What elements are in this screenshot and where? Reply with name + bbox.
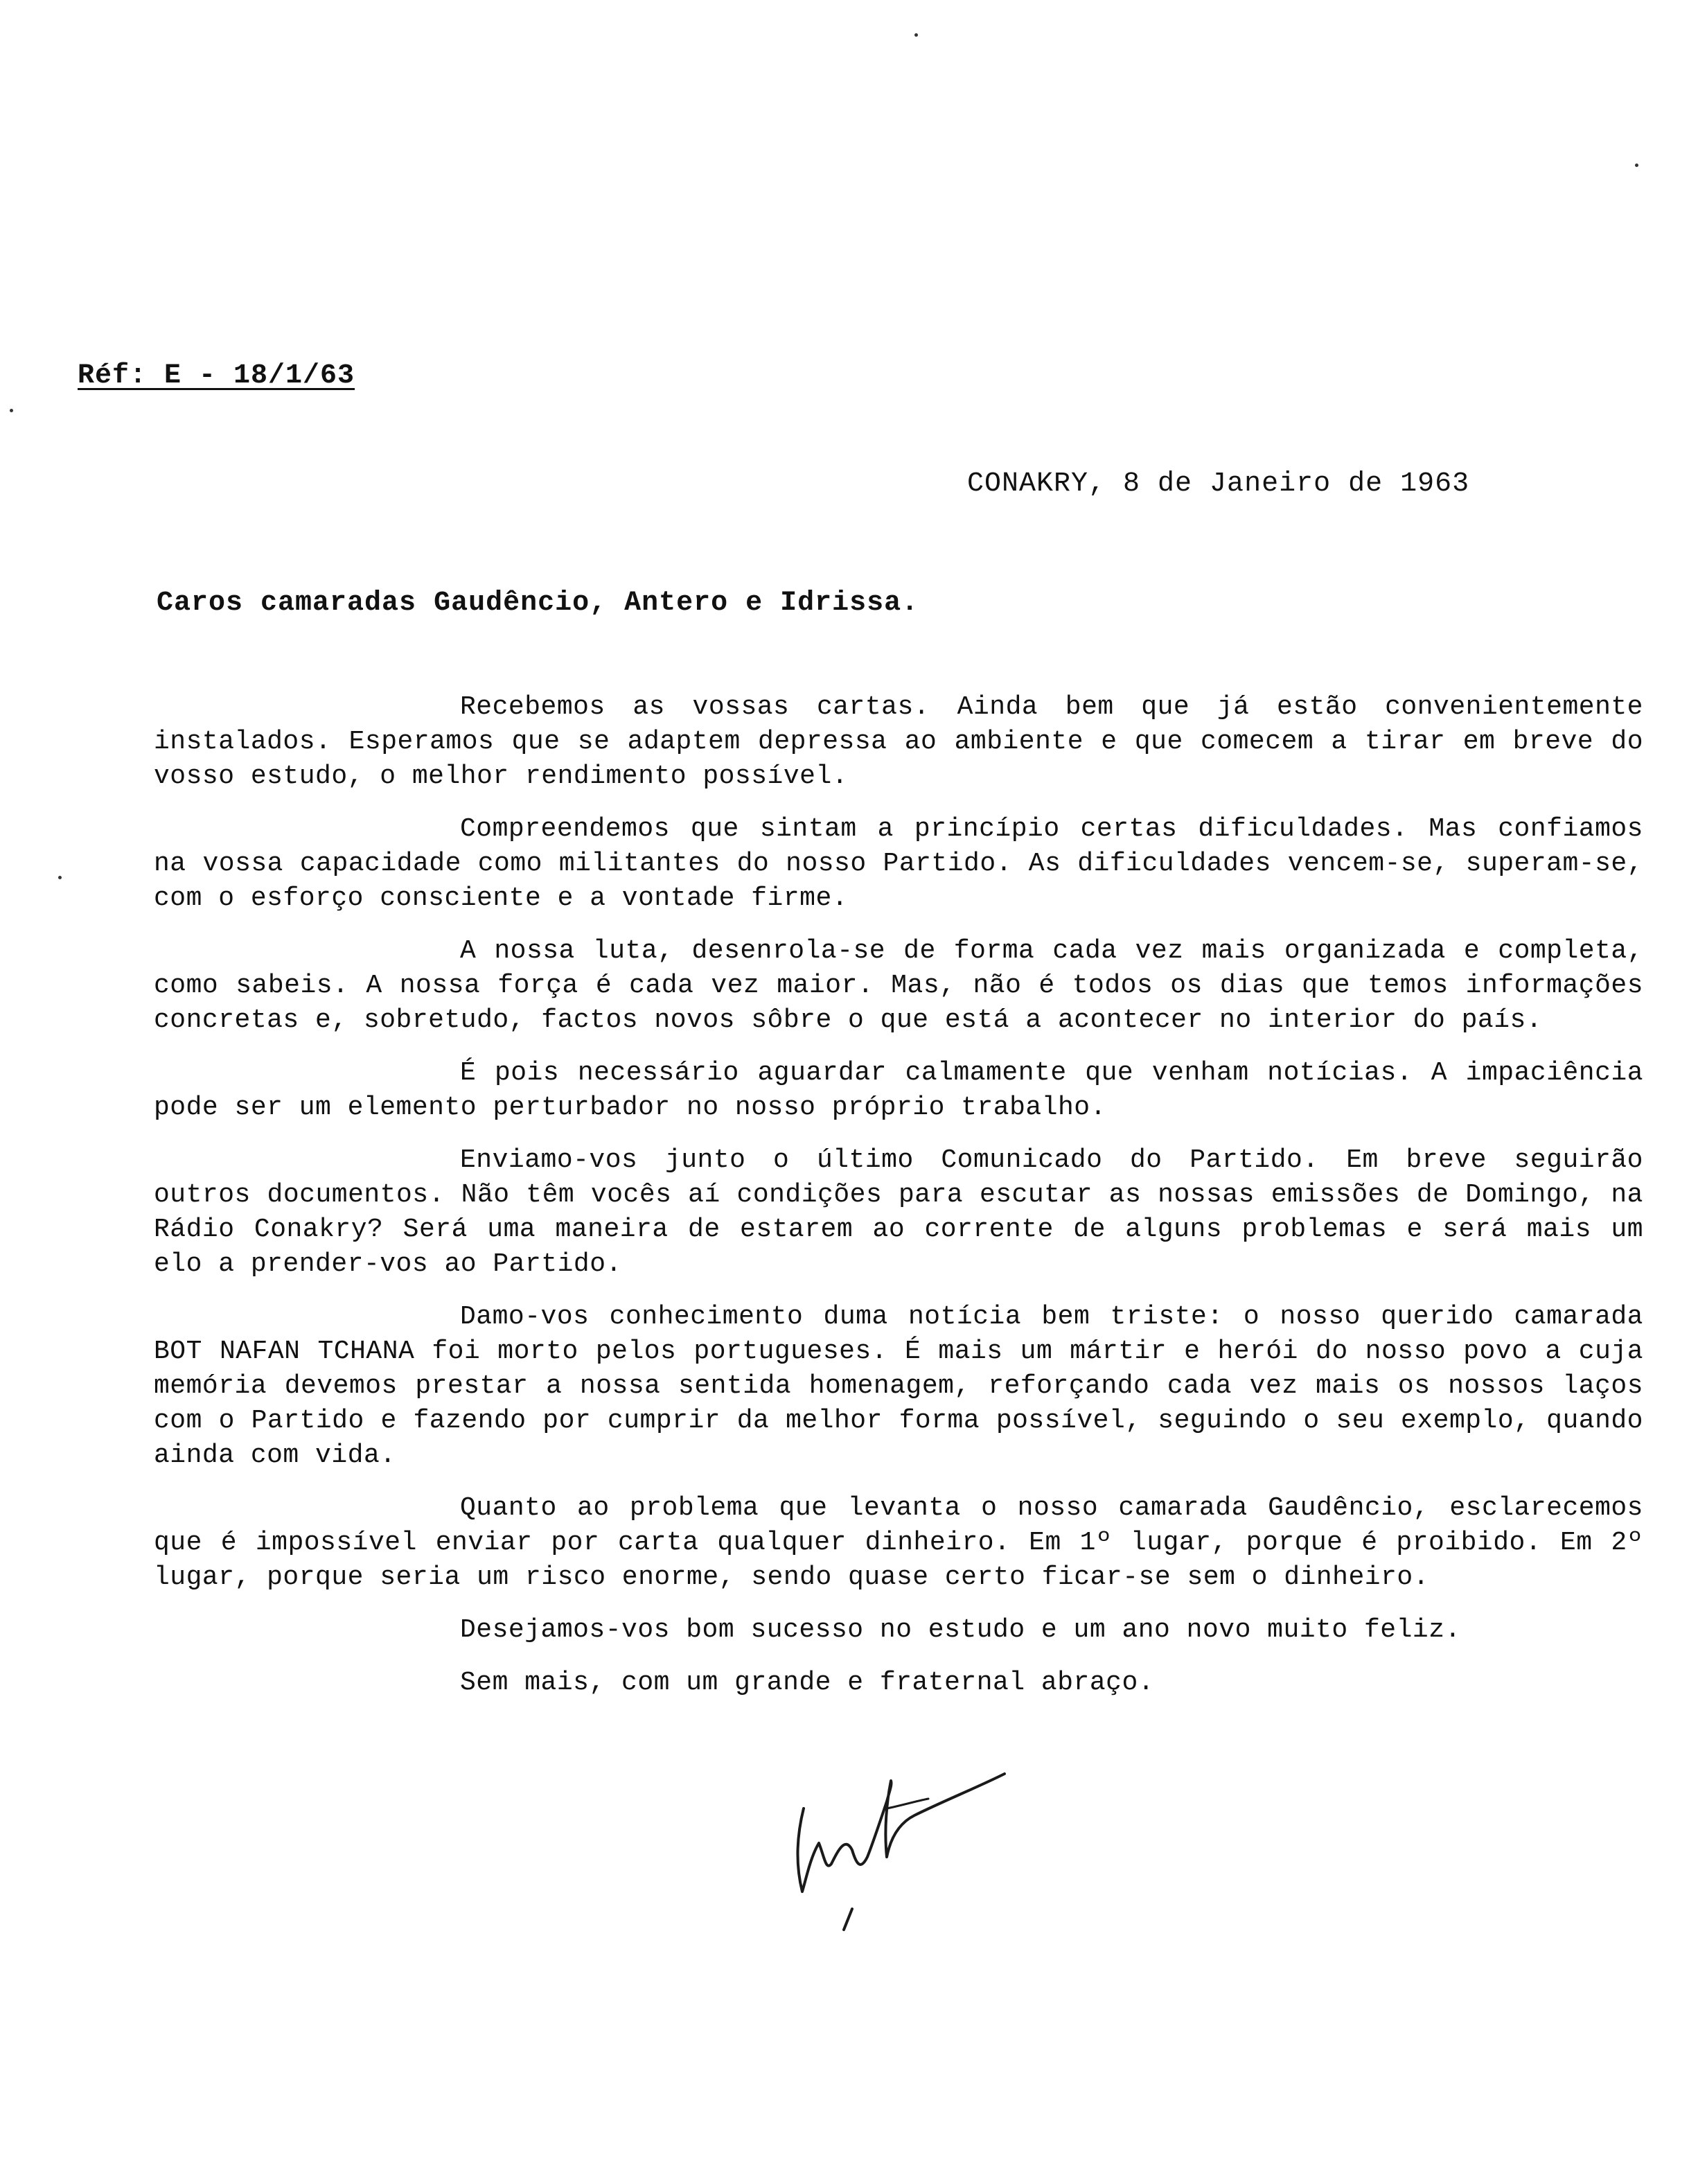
paragraph-7: Quanto ao problema que levanta o nosso camarada Gaudêncio, esclarecemos que é impossível enviar por carta qualquer dinheiro. Em 1º lugar, porque é proibido. Em 2º lugar, porque seria um risco enorme, sendo quase certo ficar-se sem o dinheiro. bbox=[154, 1493, 1643, 1592]
closing-farewell: Sem mais, com um grande e fraternal abraço. bbox=[460, 1668, 1155, 1698]
paragraph-1: Recebemos as vossas cartas. Ainda bem que já estão convenientemente instalados. Esperamos que se adaptem depressa ao ambiente e que comecem a tirar em breve do vosso estudo, o melhor rendimento possível. bbox=[154, 692, 1643, 791]
scan-speck bbox=[58, 876, 62, 879]
paragraph-5: Enviamo-vos junto o último Comunicado do Partido. Em breve seguirão outros documentos. Não têm vocês aí condições para escutar as nossas emissões de Domingo, na Rádio Conakry? Será uma maneira de estarem ao corrente de alguns problemas e será mais um elo a prender-vos ao Partido. bbox=[154, 1145, 1643, 1279]
place-and-date: CONAKRY, 8 de Janeiro de 1963 bbox=[967, 468, 1470, 500]
paragraph-4: É pois necessário aguardar calmamente que venham notícias. A impaciência pode ser um elemento perturbador no nosso próprio trabalho. bbox=[154, 1058, 1643, 1122]
paragraph-6: Damo-vos conhecimento duma notícia bem triste: o nosso querido camarada BOT NAFAN TCHANA foi morto pelos portugueses. É mais um mártir e herói do nosso povo a cuja memória devemos prestar a nossa sentida homenagem, reforçando cada vez mais os nossos laços com o Partido e fazendo por cumprir da melhor forma possível, seguindo o seu exemplo, quando ainda com vida. bbox=[154, 1302, 1643, 1470]
paragraph-3: A nossa luta, desenrola-se de forma cada vez mais organizada e completa, como sabeis. A nossa força é cada vez maior. Mas, não é todos os dias que temos informações concretas e, sobretudo, factos novos sôbre o que está a acontecer no interior do país. bbox=[154, 936, 1643, 1035]
scan-speck bbox=[914, 33, 918, 37]
letter-body bbox=[154, 690, 1643, 1718]
scan-speck bbox=[1635, 164, 1638, 167]
salutation: Caros camaradas Gaudêncio, Antero e Idrissa. bbox=[157, 588, 919, 619]
reference-number: Réf: E - 18/1/63 bbox=[78, 360, 355, 391]
closing-wish: Desejamos-vos bom sucesso no estudo e um ano novo muito feliz. bbox=[460, 1615, 1461, 1645]
scan-speck bbox=[10, 409, 13, 412]
handwritten-signature bbox=[783, 1760, 1018, 1940]
paragraph-2: Compreendemos que sintam a princípio certas dificuldades. Mas confiamos na vossa capacidade como militantes do nosso Partido. As dificuldades vencem-se, superam-se, com o esforço consciente e a vontade firme. bbox=[154, 814, 1643, 913]
